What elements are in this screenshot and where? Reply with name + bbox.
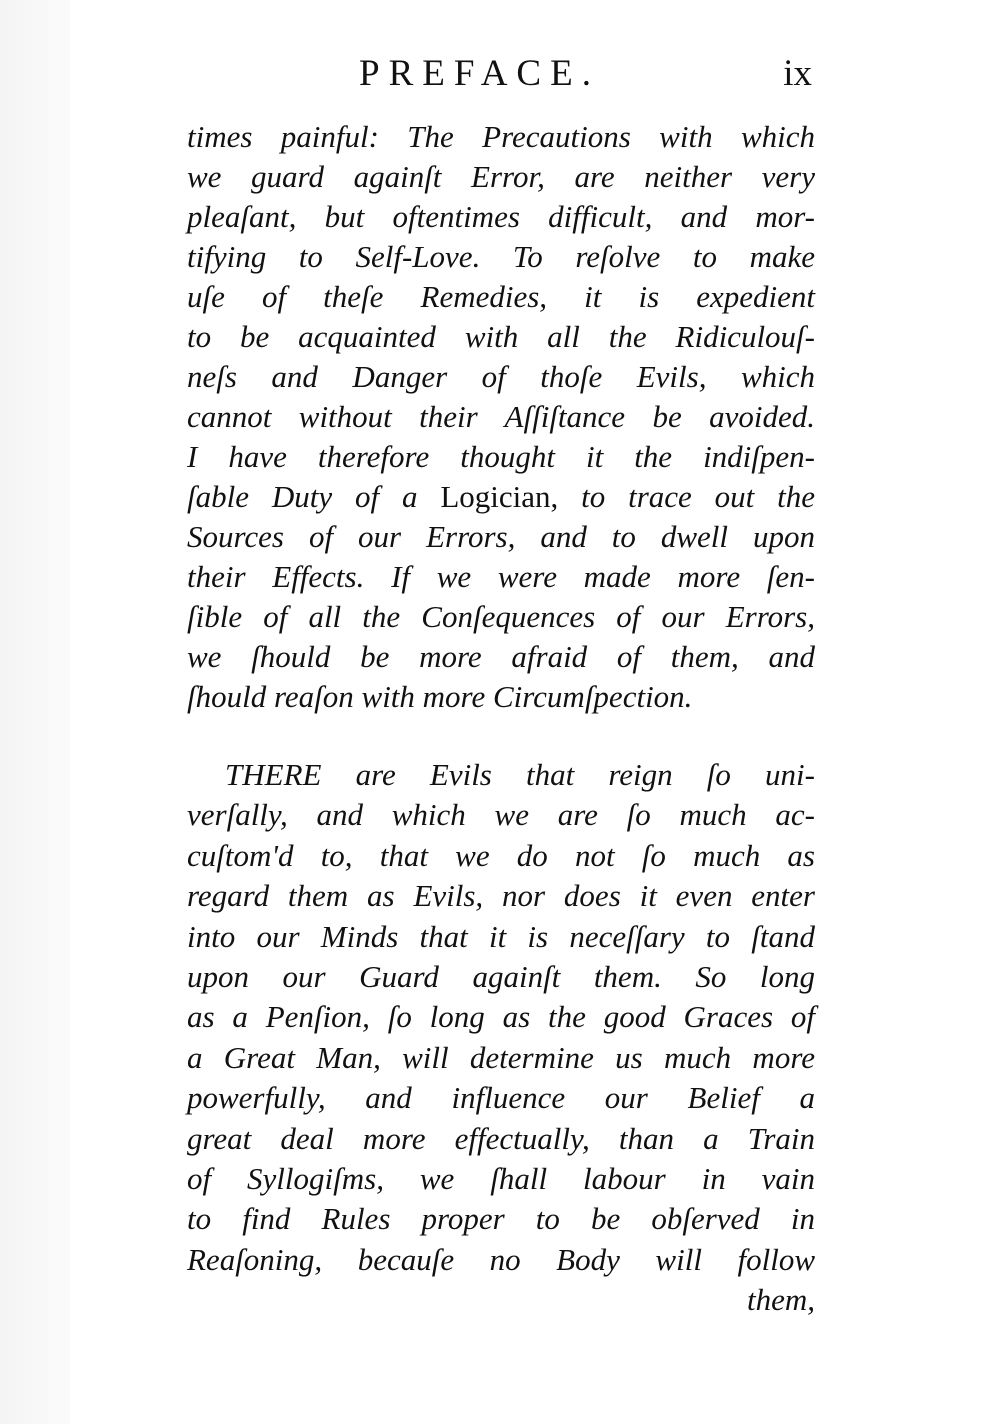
text-line: into our Minds that it is neceſſary to ſtand — [187, 918, 815, 954]
text-line: Reaſoning, becauſe no Body will follow — [187, 1241, 815, 1277]
text-segment: to trace out the — [558, 479, 815, 514]
text-line: to find Rules proper to be obſerved in — [187, 1201, 815, 1237]
catchword: them, — [746, 1282, 815, 1318]
paragraph-2 — [187, 755, 815, 1320]
paragraph-1 — [187, 117, 815, 717]
text-line: powerfully, and influence our Belief a — [187, 1080, 815, 1116]
text-line: a Great Man, will determine us much more — [187, 1039, 815, 1075]
roman-word: Logician, — [440, 479, 559, 514]
text-line: regard them as Evils, nor does it even enter — [187, 878, 815, 914]
text-line: I have therefore thought it the indiſpen- — [187, 439, 815, 474]
text-line: we guard againſt Error, are neither very — [187, 159, 815, 194]
text-line: THERE are Evils that reign ſo uni- — [225, 757, 815, 792]
text-line: neſs and Danger of thoſe Evils, which — [187, 359, 815, 394]
running-header — [187, 52, 812, 96]
text-line-logician — [187, 477, 815, 517]
text-line: cannot without their Aſſiſtance be avoided. — [187, 399, 815, 434]
text-line: cuſtom'd to, that we do not ſo much as — [187, 837, 815, 873]
text-line: of Syllogiſms, we ſhall labour in vain — [187, 1160, 815, 1196]
text-line: ſhould reaſon with more Circumſpection. — [187, 679, 693, 714]
text-segment: ſable Duty of a — [187, 479, 441, 514]
page-number: ix — [783, 53, 812, 94]
running-title: PREFACE. — [359, 53, 600, 94]
text-line: times painful: The Precautions with which — [187, 119, 815, 154]
page-edge — [0, 0, 70, 1424]
text-line: Sources of our Errors, and to dwell upon — [187, 519, 815, 554]
text-line: to be acquainted with all the Ridiculouſ- — [187, 319, 815, 354]
text-line: tifying to Self-Love. To reſolve to make — [187, 239, 815, 274]
text-line: great deal more effectually, than a Train — [187, 1120, 815, 1156]
text-line: uſe of theſe Remedies, it is expedient — [187, 279, 815, 314]
text-line: ſible of all the Conſequences of our Errors, — [187, 599, 815, 634]
text-line: pleaſant, but oftentimes difficult, and mor- — [187, 199, 815, 234]
text-line: their Effects. If we were made more ſen- — [187, 559, 815, 594]
text-line: upon our Guard againſt them. So long — [187, 958, 815, 994]
text-line: we ſhould be more afraid of them, and — [187, 639, 815, 674]
text-line: verſally, and which we are ſo much ac- — [187, 797, 815, 833]
text-line: as a Penſion, ſo long as the good Graces of — [187, 999, 815, 1035]
